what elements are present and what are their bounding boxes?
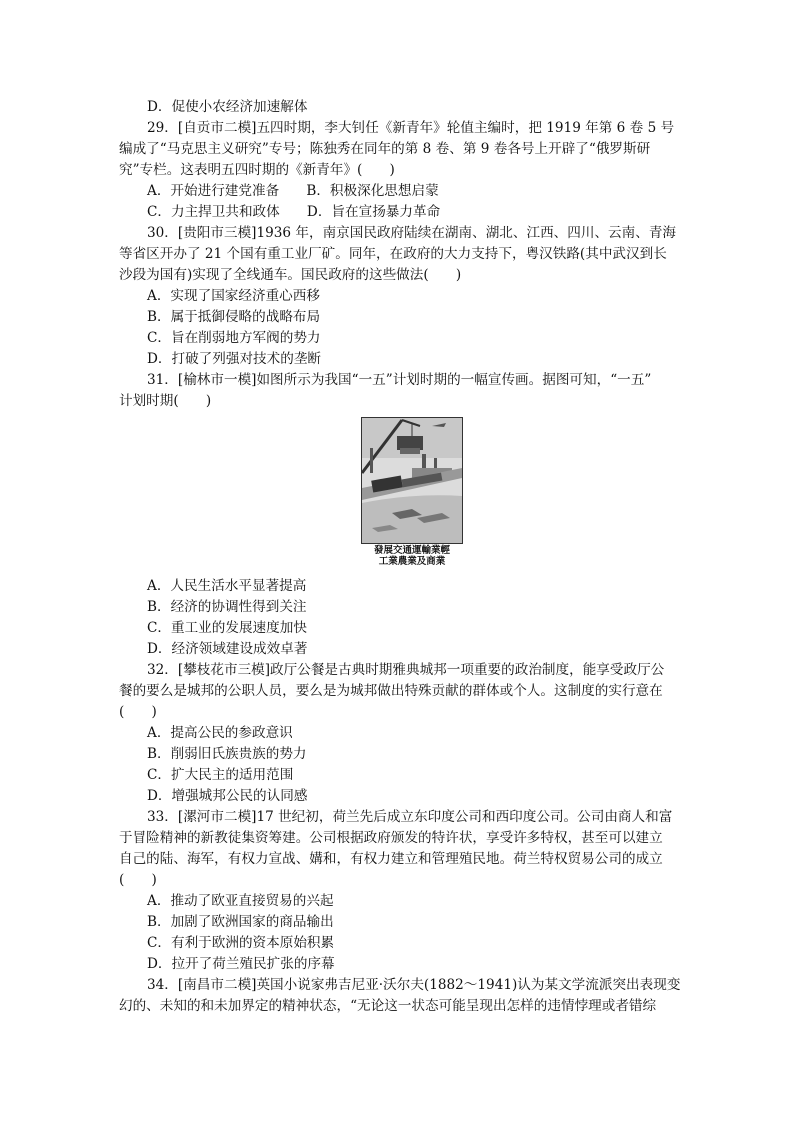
poster-caption — [361, 545, 463, 567]
q33-option-c: C．有利于欧洲的资本原始积累 — [147, 935, 335, 951]
q32-stem-line1: 32．[攀枝花市三模]政厅公餐是古典时期雅典城邦一项重要的政治制度，能享受政厅公 — [147, 662, 665, 678]
q31-stem-line1: 31．[榆林市一模]如图所示为我国“一五”计划时期的一幅宣传画。据图可知，“一五” — [147, 372, 652, 388]
q33-option-a: A．推动了欧亚直接贸易的兴起 — [147, 893, 334, 909]
q32-stem-line2: 餐的要么是城邦的公职人员，要么是为城邦做出特殊贡献的群体或个人。这制度的实行意在 — [119, 683, 663, 699]
q33-stem-line4: ( ) — [119, 872, 157, 888]
q29-stem-line2: 编成了“马克思主义研究”专号；陈独秀在同年的第 8 卷、第 9 卷各号上开辟了“俄罗斯研 — [119, 141, 651, 157]
q29-stem-line1: 29．[自贡市二模]五四时期，李大钊任《新青年》轮值主编时，把 1919 年第 6 卷 5 号 — [147, 120, 675, 136]
q32-option-b: B．削弱旧氏族贵族的势力 — [147, 746, 307, 762]
poster-caption-line2: 工業農業及商業 — [378, 556, 446, 567]
q31-option-a: A．人民生活水平显著提高 — [147, 578, 307, 594]
q29-options-ab: A．开始进行建党准备 B．积极深化思想启蒙 — [147, 183, 439, 199]
q33-stem-line1: 33．[漯河市二模]17 世纪初，荷兰先后成立东印度公司和西印度公司。公司由商人和富 — [147, 809, 673, 825]
q33-option-d: D．拉开了荷兰殖民扩张的序幕 — [147, 956, 335, 972]
q29-options-cd: C．力主捍卫共和政体 D．旨在宣扬暴力革命 — [147, 204, 441, 220]
q31-option-c: C．重工业的发展速度加快 — [147, 620, 307, 636]
q33-stem-line3: 自己的陆、海军，有权力宣战、媾和，有权力建立和管理殖民地。荷兰特权贸易公司的成立 — [119, 851, 663, 867]
q31-option-b: B．经济的协调性得到关注 — [147, 599, 307, 615]
poster-illustration — [361, 417, 463, 544]
q31-stem-line2: 计划时期( ) — [119, 393, 212, 409]
q28-option-d: D．促使小农经济加速解体 — [147, 99, 308, 115]
q30-option-a: A．实现了国家经济重心西移 — [147, 288, 320, 304]
q30-stem-line2: 等省区开办了 21 个国有重工业厂矿。同年，在政府的大力支持下，粤汉铁路(其中武汉到长 — [119, 246, 667, 262]
propaganda-poster-figure — [361, 417, 463, 567]
q30-option-b: B．属于抵御侵略的战略布局 — [147, 309, 321, 325]
q32-option-c: C．扩大民主的适用范围 — [147, 767, 294, 783]
q30-option-c: C．旨在削弱地方军阀的势力 — [147, 330, 321, 346]
q33-option-b: B．加剧了欧洲国家的商品输出 — [147, 914, 334, 930]
q30-stem-line1: 30．[贵阳市三模]1936 年，南京国民政府陆续在湖南、湖北、江西、四川、云南、青海 — [147, 225, 677, 241]
q30-option-d: D．打破了列强对技术的垄断 — [147, 351, 322, 367]
q31-option-d: D．经济领域建设成效卓著 — [147, 641, 308, 657]
q30-stem-line3: 沙段为国有)实现了全线通车。国民政府的这些做法( ) — [119, 267, 462, 283]
q34-stem-line2: 幻的、未知的和未加界定的精神状态，“无论这一状态可能呈现出怎样的违情悖理或者错综 — [119, 998, 657, 1014]
q32-option-d: D．增强城邦公民的认同感 — [147, 788, 308, 804]
q29-stem-line3: 究”专栏。这表明五四时期的《新青年》( ) — [119, 162, 395, 178]
q32-option-a: A．提高公民的参政意识 — [147, 725, 293, 741]
q34-stem-line1: 34．[南昌市二模]英国小说家弗吉尼亚·沃尔夫(1882～1941)认为某文学流派突出表现变 — [147, 977, 681, 993]
poster-caption-line1: 發展交通運輸業輕 — [373, 545, 450, 556]
q32-stem-line3: ( ) — [119, 704, 157, 720]
q33-stem-line2: 于冒险精神的新教徒集资筹建。公司根据政府颁发的特许状，享受许多特权，甚至可以建立 — [119, 830, 663, 846]
